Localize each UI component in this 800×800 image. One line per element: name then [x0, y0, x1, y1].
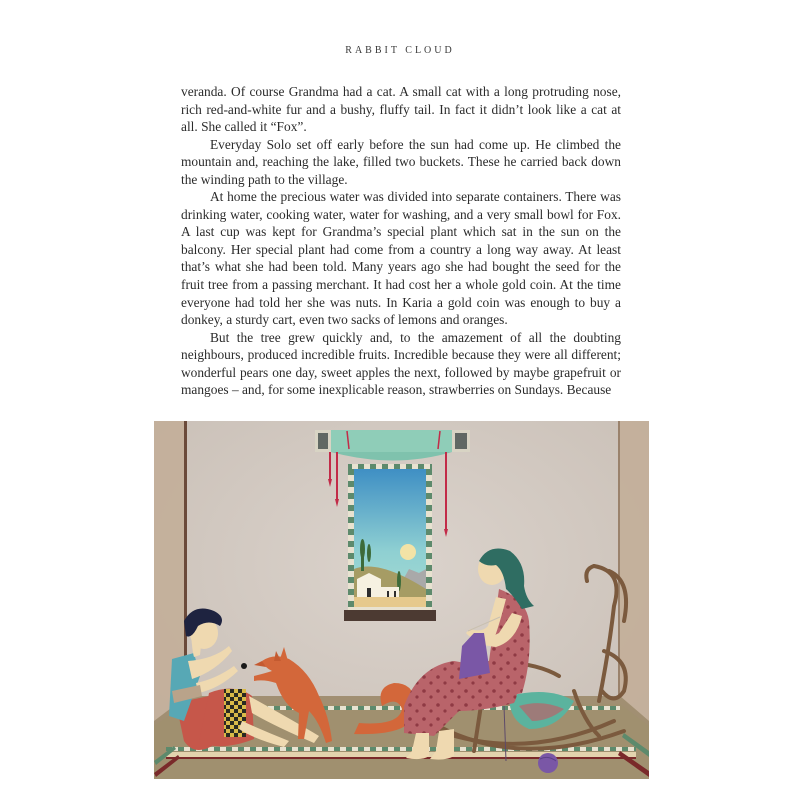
body-text: [181, 83, 621, 399]
paragraph: But the tree grew quickly and, to the amazement of all the doubting neighbours, produced incredible fruits. Incredible because they were all different; wonderful pears one day, sweet apples the next, followed by maybe grapefruit or mangoes – and, for some inexplicable reason, strawberries on Sundays. Because: [181, 329, 621, 398]
sun: [400, 544, 416, 560]
window-sill: [344, 610, 436, 621]
window: [344, 464, 436, 621]
running-head: RABBIT CLOUD: [345, 45, 455, 56]
illustration: [154, 421, 649, 779]
yarn-ball: [538, 753, 558, 773]
paragraph: Everyday Solo set off early before the sun had come up. He climbed the mountain and, reaching the lake, filled two buckets. These he carried back down the winding path to the village.: [181, 136, 621, 187]
paragraph-continuation: veranda. Of course Grandma had a cat. A small cat with a long protruding nose, rich red-and-white fur and a bushy, fluffy tail. In fact it didn’t look like a cat at all. She called it “Fox”.: [181, 84, 621, 135]
paragraph: At home the precious water was divided into separate containers. There was drinking water, cooking water, water for washing, and a very small bowl for Fox. A last cup was kept for Grandma’s special plant which sat in the sun on the balcony. Her special plant had come from a country a long way away. At least that’s what she had been told. Many years ago she had bought the seed for the fruit tree from a passing merchant. It had cost her a whole gold coin. At the time everyone had told her she was nuts. In Karia a gold coin was enough to buy a donkey, a sturdy cart, even two sacks of lemons and oranges.: [181, 189, 621, 328]
